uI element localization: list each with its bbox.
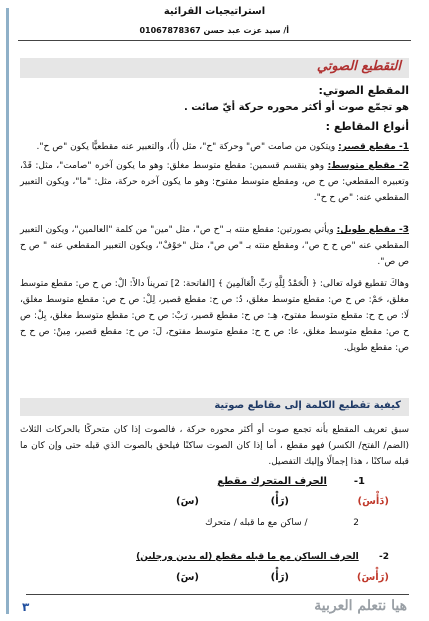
types-heading: أنواع المقاطع : [325, 120, 409, 133]
page-number: ٣ [22, 600, 30, 614]
type2-label: 2- مقطع متوسط: [327, 161, 409, 171]
type1-label: 1- مقطع قصير: [338, 142, 409, 152]
item1-syllable1: (رَأْ) [270, 496, 289, 507]
type3-paragraph [20, 222, 409, 270]
page-side-bar [6, 8, 9, 614]
section2-intro: سبق تعريف المقطع بأنه تجمع صوت أو أكثر محوره حركة ، فالصوت إذا كان متحركًا بالحركات الثلاث (الضم/ الفتح/ الكسر) فهو مقطع ، أما إذا كان الصوت ساكنًا فيلحق بالصوت الذي قبله حتى وإن كان ما قبله ساكنًا ، هذا إجمالًا وإليك التفصيل. [20, 425, 409, 467]
item1-heading [217, 476, 365, 487]
section-title: التقطيع الصوتي [316, 59, 401, 74]
type2-paragraph [20, 158, 409, 206]
item1-syllable2: (سَ) [176, 496, 199, 507]
type3-text: ويأتي بصورتين: مقطع منته بـ "ح ص"، مثل "مين" من كلمة "العالمين"، ويكون التعبير المقطعي عنه "ص ح ح ص"، ومقطع منته بـ "ص ص"، مثل "خوْفْ"، ويكون التعبير المقطعي عنه " ص ح ص ص". [20, 225, 409, 267]
item1-row2-number: 2 [353, 518, 359, 528]
item2-heading [136, 552, 389, 562]
item1-row2-text: / ساكن مع ما قبله / متحرك [205, 518, 308, 528]
definition-heading: المقطع الصوتي: [318, 84, 409, 97]
header-divider [18, 40, 411, 41]
section-bar-howto [20, 398, 409, 416]
item2-word: (رَأْسَ) [356, 572, 389, 583]
type2-text: وهو ينقسم قسمين: مقطع متوسط مغلق: وهو ما يكون آخره "صامت"، مثل: قَدْ، وتعبيره المقطعي: ص ح ص، ومقطع متوسط مفتوح: وهو ما يكون آخره حركة، مثل: "ما"، ويكون التعبير المقطعي عنه: "ص ح ح". [20, 161, 409, 203]
example-paragraph: وهاكَ تقطيع قوله تعالى: ﴿ الْحَمْدُ لِلَّهِ رَبِّ الْعَالَمِينَ ﴾ [الفاتحة: 2] تمريناً دالاً: الْ: ص ح ص: مقطع متوسط مغلق، حَمْ: ص ح ص: مقطع متوسط مغلق، دُ: ص ح: مقطع قصير، لِلْ: ص ح ص: مقطع متوسط مغلق، لَا: ص ح ح: مقطع متوسط مفتوح، هِـ: ص ح: مقطع قصير، رَبْ: ص ح ص: مقطع متوسط مغلق، بِلْ: ص ح ص: مقطع متوسط مغلق، عا: ص ح ح: مقطع متوسط مفتوح، لَ: ص ح: مقطع قصير، مِينْ: ص ح ح ص: مقطع طويل. [20, 279, 409, 353]
section-bar-phonetic [20, 58, 409, 78]
header-title: استراتيجيات القرائية [163, 6, 266, 17]
item2-syllable2: (سَ) [176, 572, 199, 583]
item1-word: (دَأْسَ) [357, 496, 389, 507]
item1-title: الحرف المتحرك مقطع [217, 476, 327, 487]
type1-paragraph [20, 139, 409, 155]
item2-number: 2- [378, 552, 389, 562]
type3-label: 3- مقطع طويل: [336, 225, 409, 235]
brand-logo: هيا نتعلم العربية [314, 598, 407, 614]
definition-text: هو تجمّع صوت أو أكثر محوره حركة أيّ صائت . [184, 102, 409, 113]
footer-divider [26, 594, 409, 595]
section2-title: كيفية تقطيع الكلمة إلى مقاطع صوتية [214, 400, 401, 411]
type1-text: ويتكون من صامت "ص" وحركة "ح"، مثل (أَ)، والتعبير عنه مقطعيًّا يكون "ص ح". [36, 142, 336, 152]
header-author: أ/ سيد عزت عبد حسن 01067878367 [139, 26, 289, 35]
item2-title: الحرف الساكن مع ما قبله مقطع (له يدين ورجلين) [136, 552, 359, 562]
item2-syllable1: (رَأْ) [270, 572, 289, 583]
item1-number: 1- [353, 476, 365, 487]
item1-row2 [205, 518, 359, 528]
